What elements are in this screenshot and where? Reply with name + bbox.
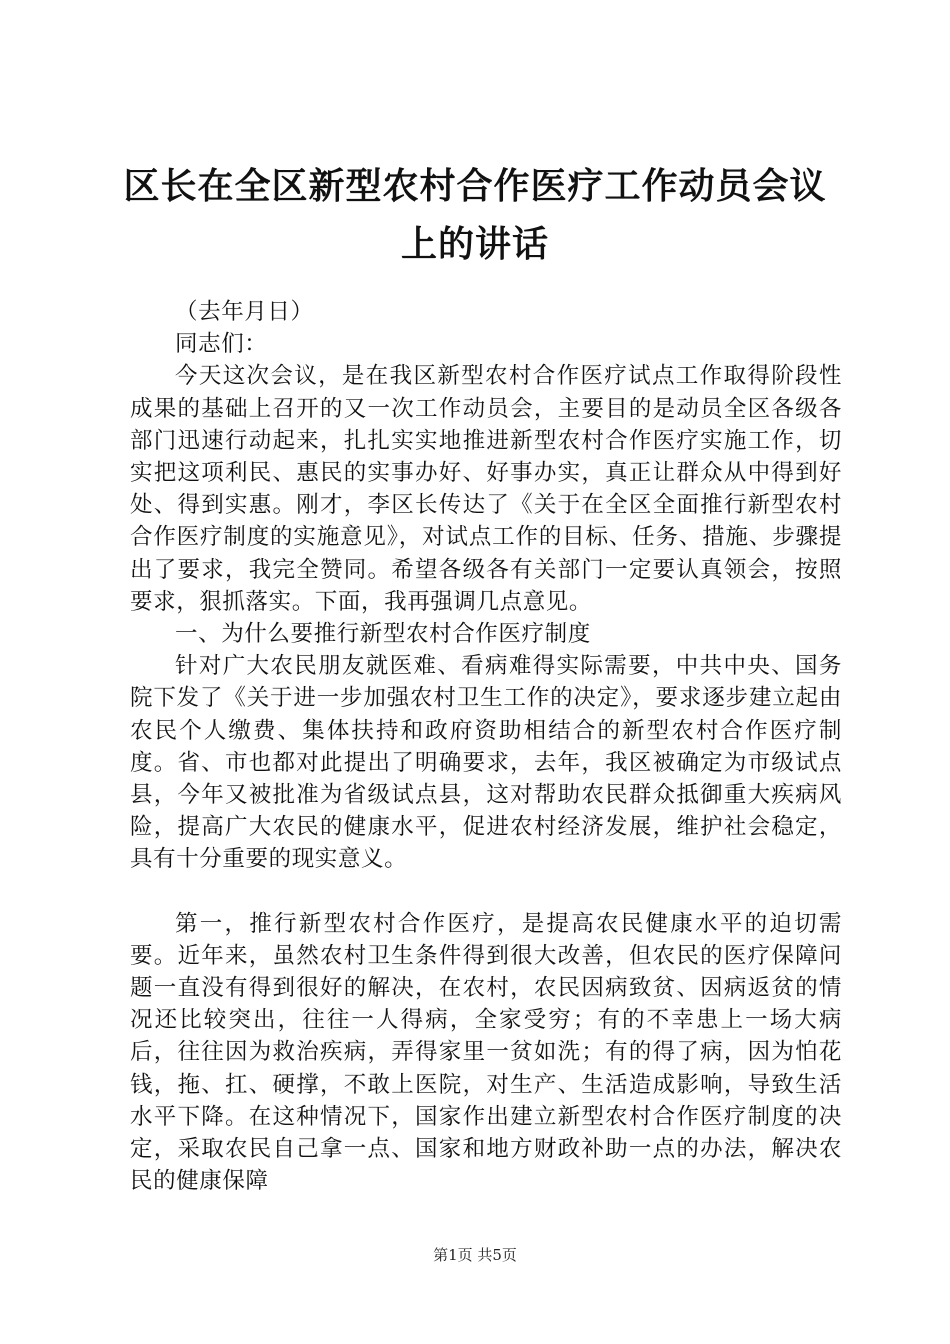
document-title: 区长在全区新型农村合作医疗工作动员会议上的讲话: [123, 166, 827, 265]
paragraph-background: 针对广大农民朋友就医难、看病难得实际需要，中共中央、国务院下发了《关于进一步加强农村卫生工作的决定》，要求逐步建立起由农民个人缴费、集体扶持和政府资助相结合的新型农村合作医疗制度。省、市也都对此提出了明确要求，去年，我区被确定为市级试点县，今年又被批准为省级试点县，这对帮助农民群众抵御重大疾病风险，提高广大农民的健康水平，促进农村经济发展，维护社会稳定，具有十分重要的现实意义。: [130, 653, 842, 873]
section-heading-1: 一、为什么要推行新型农村合作医疗制度: [175, 621, 591, 648]
paragraph-first-point: 第一，推行新型农村合作医疗，是提高农民健康水平的迫切需要。近年来，虽然农村卫生条件得到很大改善，但农民的医疗保障问题一直没有得到很好的解决，在农村，农民因病致贫、因病返贫的情况还比较突出，往往一人得病，全家受穷；有的不幸患上一场大病后，往往因为救治疾病，弄得家里一贫如洗；有的得了病，因为怕花钱，拖、扛、硬撑，不敢上医院，对生产、生活造成影响，导致生活水平下降。在这种情况下，国家作出建立新型农村合作医疗制度的决定，采取农民自己拿一点、国家和地方财政补助一点的办法，解决农民的健康保障: [130, 910, 842, 1195]
salutation: 同志们：: [175, 331, 268, 358]
document-body: [130, 296, 842, 1197]
date-line: （去年月日）: [175, 299, 314, 325]
paragraph-intro: 今天这次会议，是在我区新型农村合作医疗试点工作取得阶段性成果的基础上召开的又一次工作动员会，主要目的是动员全区各级各部门迅速行动起来，扎扎实实地推进新型农村合作医疗实施工作，切实把这项利民、惠民的实事办好、好事办实，真正让群众从中得到好处、得到实惠。刚才，李区长传达了《关于在全区全面推行新型农村合作医疗制度的实施意见》，对试点工作的目标、任务、措施、步骤提出了要求，我完全赞同。希望各级各有关部门一定要认真领会，按照要求，狠抓落实。下面，我再强调几点意见。: [130, 363, 842, 615]
page-footer: 第1页 共5页: [433, 1246, 517, 1264]
